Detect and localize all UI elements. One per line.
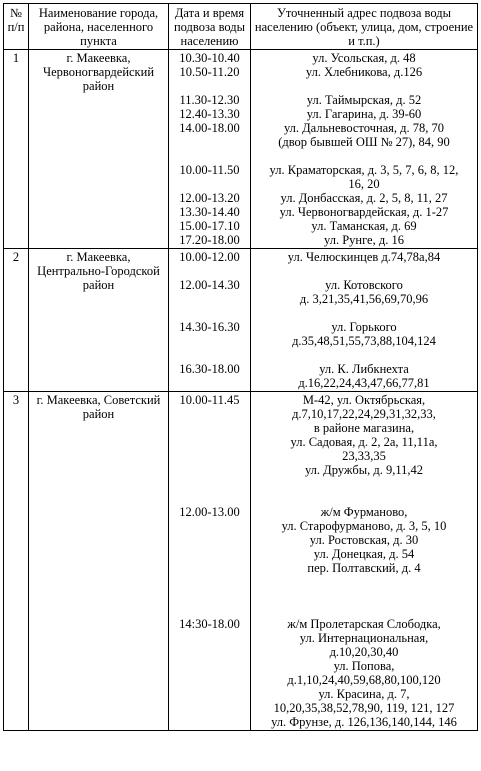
row-location-name: г. Макеевка, Советский район (29, 392, 169, 731)
address-line: ул. Краматорская, д. 3, 5, 7, 6, 8, 12, (269, 163, 459, 177)
address-line: ул. Красина, д. 7, (318, 687, 410, 701)
address-line: ул. Червоногвардейская, д. 1-27 (279, 205, 449, 219)
time-slot: 14.00-18.00 (179, 121, 240, 135)
address-line (254, 575, 474, 589)
time-slot (172, 491, 247, 505)
address-line (254, 79, 474, 93)
address-line: ж/м Пролетарская Слободка, (287, 617, 441, 631)
address-line: ул. Хлебникова, д.126 (305, 65, 423, 79)
row-location-name: г. Макеевка, Центрально-Городской район (29, 249, 169, 392)
address-line: ул. Донбасская, д. 2, 5, 8, 11, 27 (280, 191, 448, 205)
address-line: 23,33,35 (342, 449, 386, 463)
time-slot (172, 135, 247, 149)
address-line: ул. Рунге, д. 16 (324, 233, 404, 247)
address-line (254, 589, 474, 603)
time-slot (172, 79, 247, 93)
time-slot: 10.50-11.20 (179, 65, 240, 79)
address-line: ул. Котовского (325, 278, 403, 292)
time-slot: 12.40-13.30 (179, 107, 240, 121)
time-slot: 12.00-13.00 (179, 505, 240, 519)
time-slot (172, 306, 247, 320)
time-slot: 11.30-12.30 (179, 93, 240, 107)
time-slot (172, 292, 247, 306)
address-line: д.10,20,30,40 (329, 645, 399, 659)
address-line: ул. Интернациональная, (299, 631, 429, 645)
address-line (254, 264, 474, 278)
address-line: ул. Таймырская, д. 52 (306, 93, 422, 107)
row-times (169, 392, 251, 731)
time-slot (172, 575, 247, 589)
time-slot: 13.30-14.40 (179, 205, 240, 219)
time-slot (172, 407, 247, 421)
row-location-name: г. Макеевка, Червоногвардейский район (29, 50, 169, 249)
time-slot (172, 435, 247, 449)
address-line: ул. Донецкая, д. 54 (313, 547, 415, 561)
address-line (254, 477, 474, 491)
time-slot: 15.00-17.10 (179, 219, 240, 233)
row-number: 2 (4, 249, 29, 392)
time-slot (172, 177, 247, 191)
address-line: 16, 20 (348, 177, 380, 191)
address-line: ул. Ростовская, д. 30 (309, 533, 419, 547)
time-slot (172, 561, 247, 575)
table-row (4, 50, 478, 249)
address-line (254, 603, 474, 617)
header-location-name: Наименование города, района, населенного пункта (29, 4, 169, 50)
time-slot (172, 264, 247, 278)
row-number: 3 (4, 392, 29, 731)
address-line (254, 149, 474, 163)
address-line: ул. Дальневосточная, д. 78, 70 (283, 121, 445, 135)
time-slot: 14:30-18.00 (179, 617, 240, 631)
address-line: д.35,48,51,55,73,88,104,124 (292, 334, 436, 348)
address-line: д.1,10,24,40,59,68,80,100,120 (287, 673, 441, 687)
time-slot (172, 519, 247, 533)
address-line: пер. Полтавский, д. 4 (307, 561, 421, 575)
address-line: в районе магазина, (313, 421, 415, 435)
address-line (254, 491, 474, 505)
time-slot (172, 477, 247, 491)
table-header-row (4, 4, 478, 50)
address-line: ул. Горького (331, 320, 397, 334)
address-line (254, 348, 474, 362)
address-line: ул. К. Либкнехта (319, 362, 409, 376)
address-line: д. 3,21,35,41,56,69,70,96 (299, 292, 429, 306)
time-slot: 16.30-18.00 (179, 362, 240, 376)
row-addresses (251, 50, 478, 249)
time-slot (172, 421, 247, 435)
time-slot (172, 348, 247, 362)
time-slot: 17.20-18.00 (179, 233, 240, 247)
row-addresses (251, 249, 478, 392)
time-slot (172, 603, 247, 617)
address-line: д.7,10,17,22,24,29,31,32,33, (292, 407, 436, 421)
row-times (169, 249, 251, 392)
address-line: ул. Гагарина, д. 39-60 (306, 107, 422, 121)
address-line: ул. Усольская, д. 48 (312, 51, 416, 65)
header-number: № п/п (4, 4, 29, 50)
address-line: 10,20,35,38,52,78,90, 119, 121, 127 (273, 701, 455, 715)
address-line: ул. Фрунзе, д. 126,136,140,144, 146 (271, 715, 457, 729)
time-slot (172, 533, 247, 547)
time-slot: 10.00-11.45 (179, 393, 240, 407)
time-slot: 12.00-13.20 (179, 191, 240, 205)
address-line: ул. Дружбы, д. 9,11,42 (304, 463, 423, 477)
address-line: д.16,22,24,43,47,66,77,81 (298, 376, 430, 390)
time-slot (172, 463, 247, 477)
address-line: (двор бывшей ОШ № 27), 84, 90 (278, 135, 450, 149)
time-slot: 12.00-14.30 (179, 278, 240, 292)
time-slot: 10.00-12.00 (179, 250, 240, 264)
time-slot (172, 334, 247, 348)
address-line: ул. Садовая, д. 2, 2а, 11,11а, (290, 435, 438, 449)
time-slot: 10.00-11.50 (179, 163, 240, 177)
row-number: 1 (4, 50, 29, 249)
address-line: ул. Попова, (333, 659, 395, 673)
table-row (4, 249, 478, 392)
header-date-time: Дата и время подвоза воды населению (169, 4, 251, 50)
table-row (4, 392, 478, 731)
time-slot (172, 449, 247, 463)
time-slot: 10.30-10.40 (179, 51, 240, 65)
water-delivery-schedule-table (3, 3, 478, 731)
address-line: ж/м Фурманово, (320, 505, 408, 519)
time-slot (172, 547, 247, 561)
header-address: Уточненный адрес подвоза воды населению (объект, улица, дом, строение и т.п.) (251, 4, 478, 50)
address-line: ул. Старофурманово, д. 3, 5, 10 (281, 519, 447, 533)
row-addresses (251, 392, 478, 731)
address-line: ул. Таманская, д. 69 (311, 219, 417, 233)
address-line: ул. Челюскинцев д.74,78а,84 (287, 250, 441, 264)
time-slot (172, 149, 247, 163)
time-slot (172, 589, 247, 603)
address-line (254, 306, 474, 320)
address-line: М-42, ул. Октябрьская, (302, 393, 426, 407)
row-times (169, 50, 251, 249)
time-slot: 14.30-16.30 (179, 320, 240, 334)
